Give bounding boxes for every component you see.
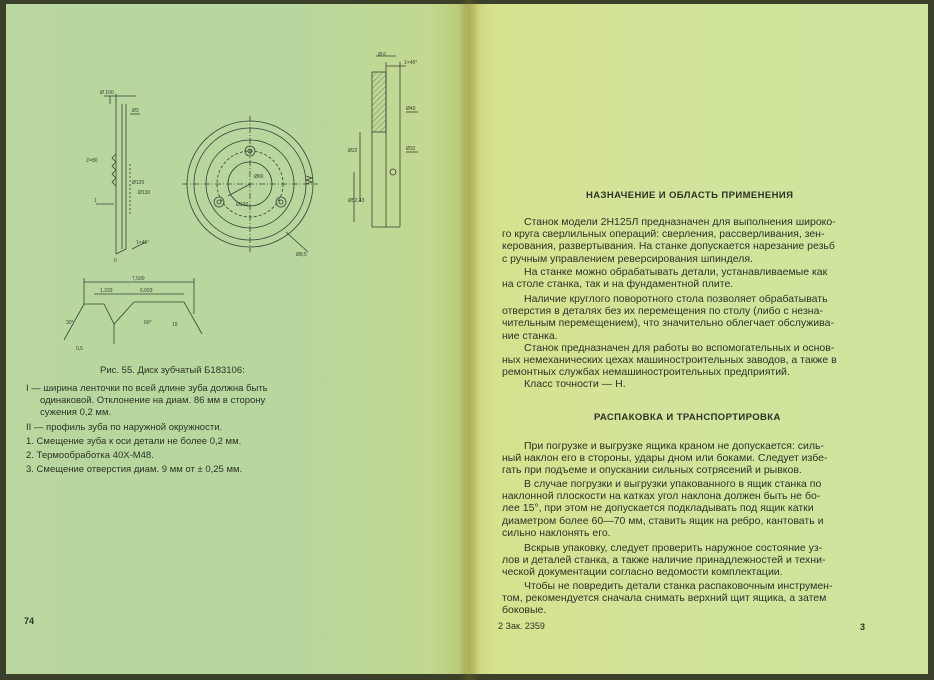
right-page xyxy=(466,4,928,674)
caption-note-1: I — ширина ленточки по всей длине зуба должна быть xyxy=(26,383,268,394)
section-label-diam32: Ø32 xyxy=(406,146,416,152)
paragraph-unpacking-1: При погрузке и выгрузке ящика краном не допускается: силь- ный наклон его в стороны, удары дном или боками. Следует избе- гать при подъеме и опускании сильных сотрясений и рывков. xyxy=(502,440,828,477)
side-view-drawing xyxy=(66,84,166,264)
side-view-label-diam130: Ø130 xyxy=(138,190,151,196)
section-label-diam52: Ø52,43 xyxy=(348,198,365,204)
tooth-profile-drawing xyxy=(54,274,214,354)
side-view-label-z: Z=80 xyxy=(86,158,98,164)
section-label-diam6: Ø 6 xyxy=(378,52,387,58)
caption-note-2: II — профиль зуба по наружной окружности. xyxy=(26,422,223,433)
paragraph-accuracy-class: Класс точности — Н. xyxy=(524,378,626,390)
caption-note-3: 1. Смещение зуба к оси детали не более 0,2 мм. xyxy=(26,436,242,447)
caption-note-4: 2. Термообработка 40Х-М48. xyxy=(26,450,154,461)
section-heading-unpacking: РАСПАКОВКА И ТРАНСПОРТИРОВКА xyxy=(594,412,781,423)
profile-label-1333: 1,333 xyxy=(100,288,113,294)
paragraph-unpacking-3: Вскрыв упаковку, следует проверить наружное состояние уз- лов и деталей станка, а также наличие принадлежностей и техни- ческой документации согласно ведомости комплектации. xyxy=(502,542,826,579)
profile-label-6003: 6,003 xyxy=(140,288,153,294)
side-view-label-diam3: Ø3 xyxy=(132,108,139,114)
paragraph-unpacking-2: В случае погрузки и выгрузки упакованного в ящик станка по наклонной плоскости на катках угол наклона должен быть не бо- лее 15°, при этом не допускается подкладывать под ящик катки диаметром более 60—70 мм, ставить ящик на ребро, кантовать и сильно наклонять его. xyxy=(502,478,824,539)
paragraph-purpose-3: Наличие круглого поворотного стола позволяет обрабатывать отверстия в деталях без их перемещения по столу (либо с незна- чительным перемещением), что значительно облегчает обслужива- ние станка. xyxy=(502,293,834,342)
front-view-drawing xyxy=(178,114,328,264)
profile-label-60deg: 60° xyxy=(144,320,152,326)
front-view-label-diam60: Ø60 xyxy=(254,174,264,180)
side-view-label-chamfer: 1×45° xyxy=(136,240,150,246)
profile-label-15: 15 xyxy=(172,322,178,328)
side-view-label-diam100: Ø 100 xyxy=(100,90,114,96)
profile-label-05: 0,5 xyxy=(76,346,83,352)
caption-note-1-end: сужения 0,2 мм. xyxy=(40,407,112,418)
front-view-label-diam100: Ø100 xyxy=(236,202,249,208)
section-heading-purpose: НАЗНАЧЕНИЕ И ОБЛАСТЬ ПРИМЕНЕНИЯ xyxy=(586,190,794,201)
paragraph-unpacking-4: Чтобы не повредить детали станка распаковочным инструмен- том, рекомендуется сначала снимать верхний щит ящика, а затем боковые. xyxy=(502,580,833,617)
section-label-diam22: Ø22 xyxy=(348,148,358,154)
section-label-diam40: Ø40 xyxy=(406,106,416,112)
caption-note-1-cont: одинаковой. Отклонение на диам. 86 мм в сторону xyxy=(40,395,266,406)
paragraph-purpose-4: Станок предназначен для работы во вспомогательных и основ- ных немеханических цехах машиностроительных заводов, а также в ремонтных службах немашиностроительных предприятий. xyxy=(502,342,837,379)
side-view-label-ii: II xyxy=(114,258,117,264)
caption-note-5: 3. Смещение отверстия диам. 9 мм от ± 0,25 мм. xyxy=(26,464,243,475)
side-view-label-diam120: Ø120 xyxy=(132,180,145,186)
profile-label-30deg: 30° xyxy=(66,320,74,326)
section-label-chamfer: 1×45° xyxy=(404,60,418,66)
figure-caption-title: Рис. 55. Диск зубчатый Б183106: xyxy=(100,365,245,376)
front-view-label-hole: Ø8,5 xyxy=(296,252,307,258)
left-page xyxy=(6,4,466,674)
print-order-footer: 2 Зак. 2359 xyxy=(498,621,545,631)
left-page-number: 74 xyxy=(24,616,35,626)
book-gutter xyxy=(458,0,480,680)
section-view-drawing xyxy=(346,52,436,242)
right-page-number: 3 xyxy=(860,622,866,632)
profile-label-7500: 7,500 xyxy=(132,276,145,282)
paragraph-purpose-2: На станке можно обрабатывать детали, устанавливаемые как на столе станка, так и на фундаментной плите. xyxy=(502,266,828,291)
paragraph-purpose-1: Станок модели 2Н125Л предназначен для выполнения широко- го круга сверлильных операций: сверления, рассверливания, зен- керования, развертывания. На станке допускается нарезание резьб с ручным управлением реверсирования шпинделя. xyxy=(502,216,836,265)
side-view-label-1: 1 xyxy=(94,198,97,204)
